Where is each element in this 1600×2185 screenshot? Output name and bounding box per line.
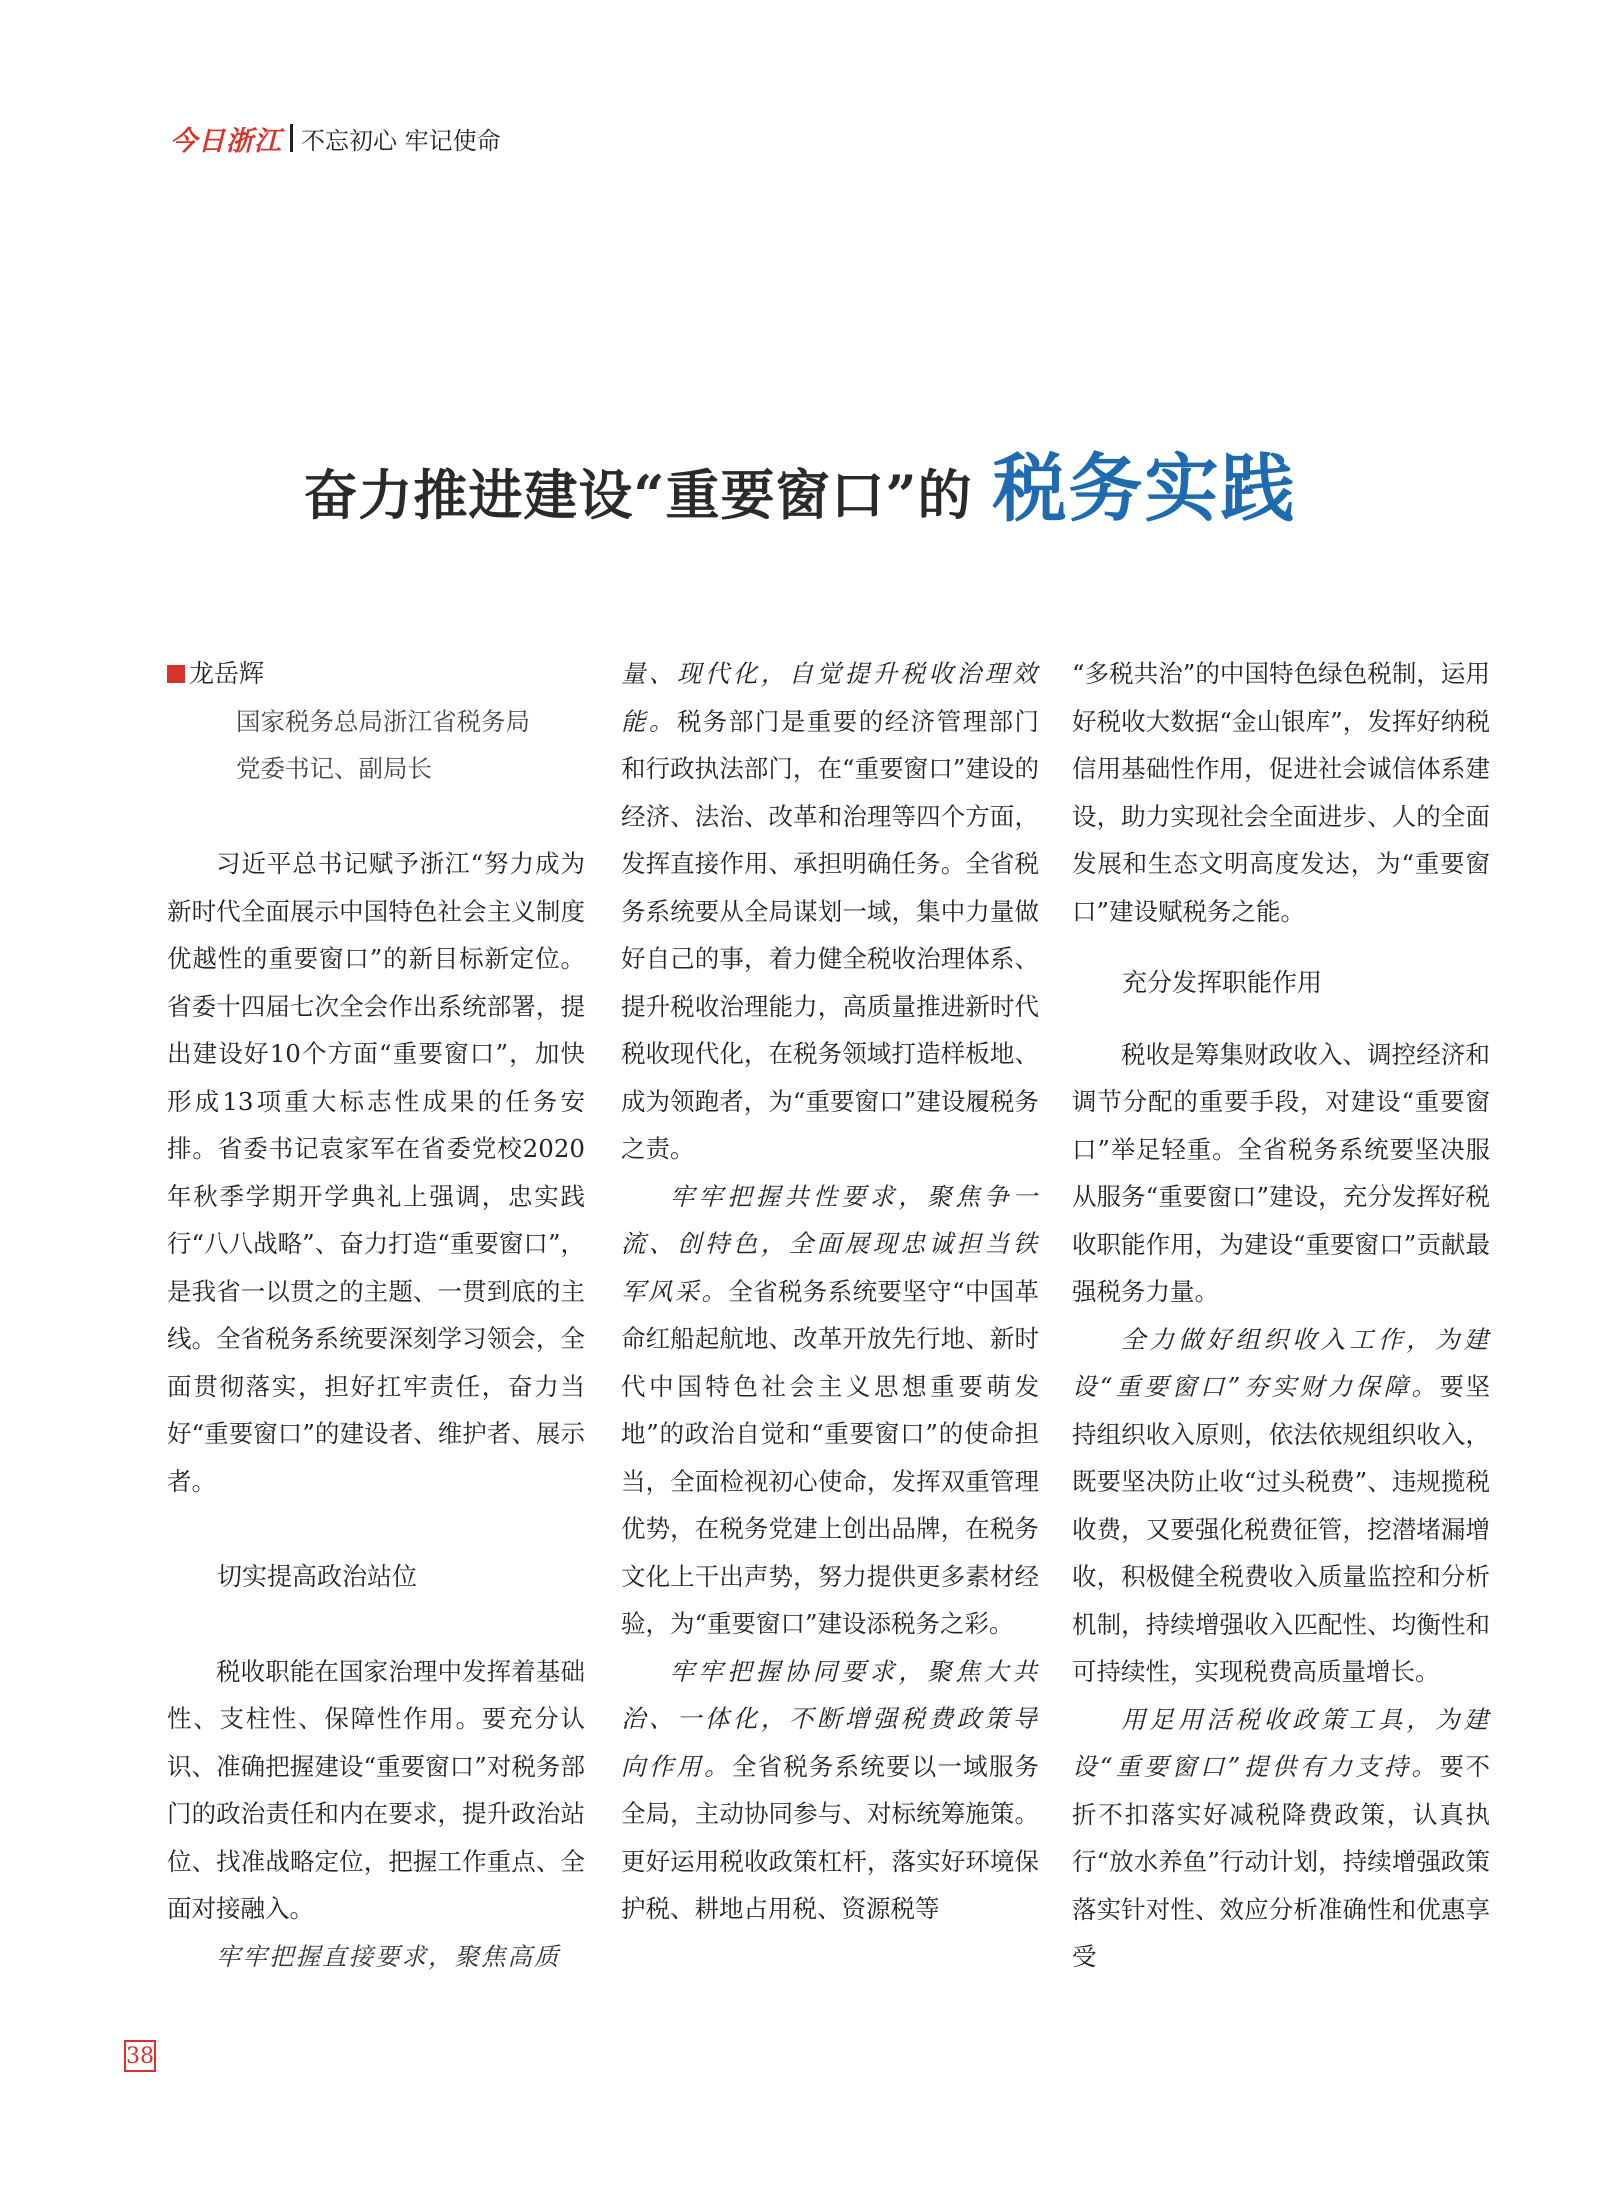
author-line — [167, 650, 585, 698]
paragraph-body: 要坚持组织收入原则，依法依规组织收入，既要坚决防止收“过头税费”、违规揽税收费，又要强化税费征管，挖潜堵漏增收，积极健全税费收入质量监控和分析机制，持续增强收入匹配性、均衡性和可持续性，实现税费高质量增长。 — [1072, 1372, 1490, 1686]
title-accent: 税务实践 — [992, 446, 1297, 532]
paragraph-body: 税务部门是重要的经济管理部门和行政执法部门，在“重要窗口”建设的经济、法治、改革和治理等四个方面，发挥直接作用、承担明确任务。全省税务系统要从全局谋划一域，集中力量做好自己的事，着力健全税收治理体系、提升税收治理能力，高质量推进新时代税收现代化，在税务领域打造样板地、成为领跑者，为“重要窗口”建设履税务之责。 — [621, 706, 1040, 1163]
column-1 — [167, 650, 585, 1980]
header-slogan: 不忘初心 牢记使命 — [301, 126, 501, 155]
page-number: 38 — [124, 2040, 156, 2072]
magazine-logo: 今日浙江 — [170, 125, 282, 157]
lead-phrase: 用足用活税收政策工具，为建设“重要窗口”提供有力支持。 — [1072, 1704, 1490, 1781]
author-marker — [167, 665, 185, 683]
paragraph: 税收是筹集财政收入、调控经济和调节分配的重要手段，对建设“重要窗口”举足轻重。全省税务系统要坚决服从服务“重要窗口”建设，充分发挥好税收职能作用，为建设“重要窗口”贡献最强税务力量。 — [1072, 1039, 1490, 1306]
column-3 — [1072, 650, 1490, 1981]
lead-phrase: 牢牢把握共性要求，聚焦争一流、创特色，全面展现忠诚担当铁军风采。 — [621, 1181, 1039, 1306]
column-2 — [621, 650, 1039, 1933]
lead-phrase: 全力做好组织收入工作，为建设“重要窗口”夯实财力保障。 — [1072, 1324, 1490, 1401]
paragraph-body: 全省税务系统要坚守“中国革命红船起航地、改革开放先行地、新时代中国特色社会主义思想重要萌发地”的政治自觉和“重要窗口”的使命担当，全面检视初心使命，发挥双重管理优势，在税务党建上创出品牌，在税务文化上干出声势，努力提供更多素材经验，为“重要窗口”建设添税务之彩。 — [621, 1276, 1040, 1638]
paragraph — [621, 1648, 1039, 1933]
article-title — [0, 430, 1600, 536]
paragraph-body: 要不折不扣落实好减税降费政策，认真执行“放水养鱼”行动计划，持续增强政策落实针对性、效应分析准确性和优惠享受 — [1072, 1752, 1490, 1971]
paragraph — [621, 650, 1039, 1173]
section-heading: 切实提高政治站位 — [217, 1561, 418, 1591]
paragraph — [621, 1173, 1039, 1648]
page-header — [170, 118, 501, 158]
paragraph — [1072, 1316, 1490, 1696]
paragraph-body: 全省税务系统要以一域服务全局，主动协同参与、对标统筹施策。更好运用税收政策杠杆，落实好环境保护税、耕地占用税、资源税等 — [621, 1751, 1040, 1923]
header-divider — [290, 124, 293, 152]
paragraph: 牢牢把握直接要求，聚焦高质 — [216, 1941, 561, 1971]
lead-phrase: 量、现代化，自觉提升税收治理效能。 — [621, 659, 1039, 736]
author-affiliation: 国家税务总局浙江省税务局 — [236, 706, 530, 736]
paragraph: “多税共治”的中国特色绿色税制，运用好税收大数据“金山银库”，发挥好纳税信用基础性作用，促进社会诚信体系建设，助力实现社会全面进步、人的全面发展和生态文明高度发达，为“重要窗口”建设赋税务之能。 — [1072, 659, 1490, 926]
author-title: 党委书记、副局长 — [236, 754, 432, 783]
author-name: 龙岳辉 — [189, 659, 265, 688]
section-heading: 充分发挥职能作用 — [1122, 968, 1323, 997]
paragraph: 税收职能在国家治理中发挥着基础性、支柱性、保障性作用。要充分认识、准确把握建设“重要窗口”对税务部门的政治责任和内在要求，提升政治站位、找准战略定位，把握工作重点、全面对接融入。 — [167, 1656, 585, 1923]
title-main: 奋力推进建设“重要窗口”的 — [303, 463, 973, 527]
lead-phrase: 牢牢把握协同要求，聚焦大共治、一体化，不断增强税费政策导向作用。 — [621, 1656, 1039, 1781]
paragraph — [1072, 1696, 1490, 1981]
paragraph: 习近平总书记赋予浙江“努力成为新时代全面展示中国特色社会主义制度优越性的重要窗口”的新目标新定位。省委十四届七次全会作出系统部署，提出建设好10个方面“重要窗口”，加快形成13项重大标志性成果的任务安排。省委书记袁家军在省委党校2020年秋季学期开学典礼上强调，忠实践行“八八战略”、奋力打造“重要窗口”，是我省一以贯之的主题、一贯到底的主线。全省税务系统要深刻学习领会，全面贯彻落实，担好扛牢责任，奋力当好“重要窗口”的建设者、维护者、展示者。 — [167, 849, 585, 1496]
